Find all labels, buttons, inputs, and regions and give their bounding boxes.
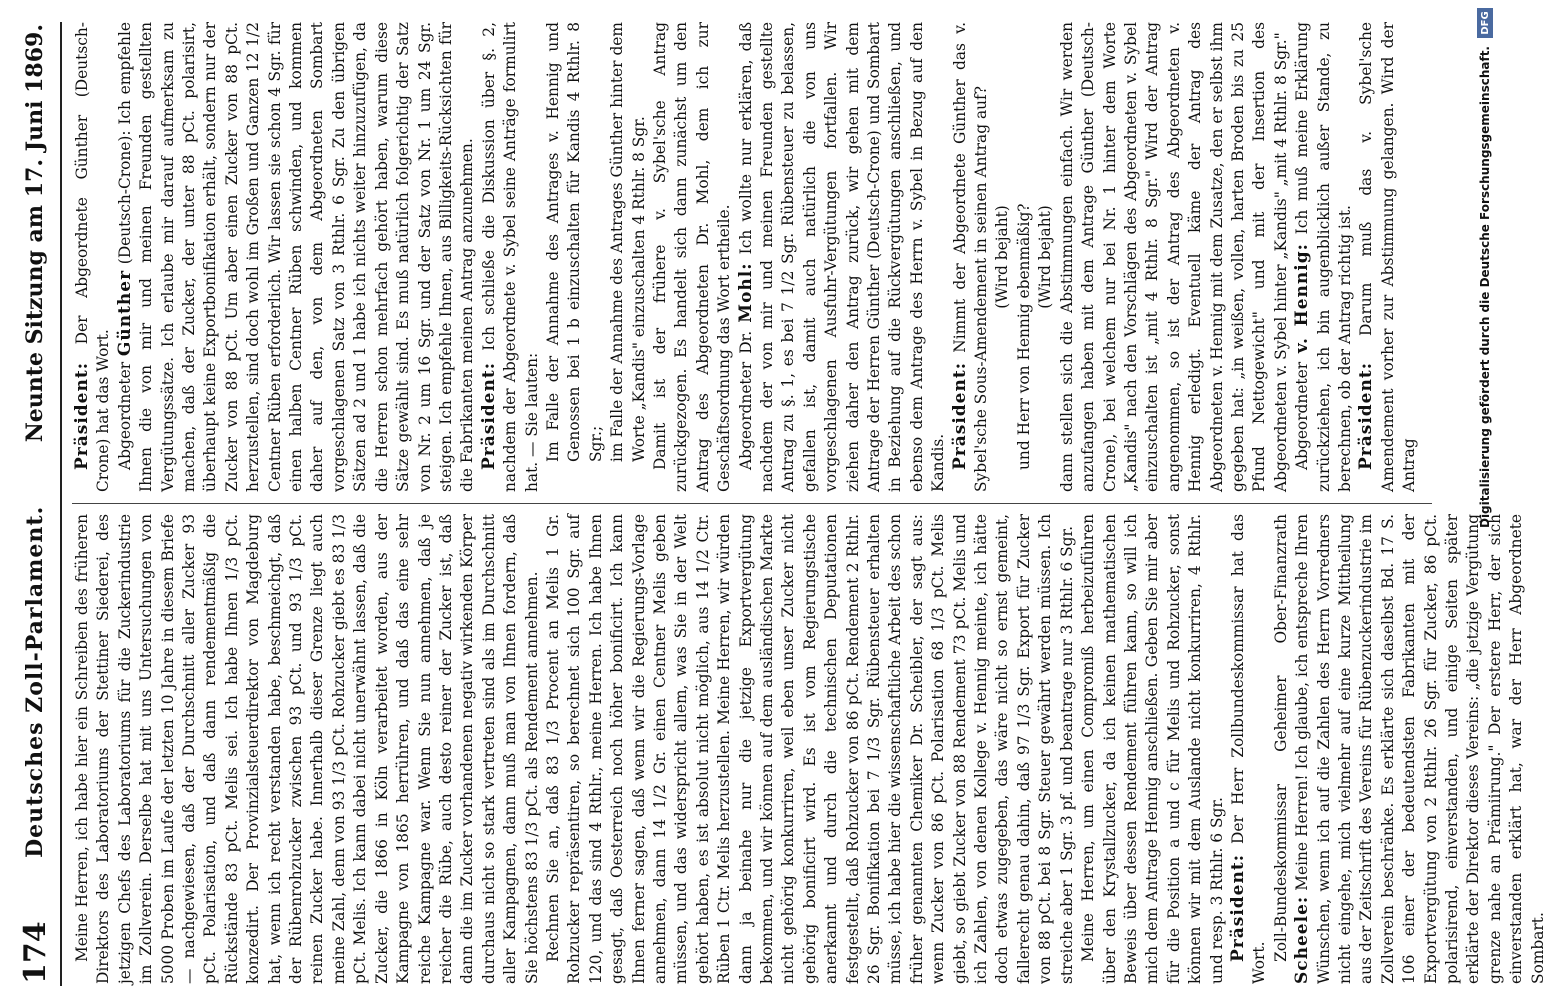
dfg-logo: DFG	[1477, 8, 1493, 38]
paragraph	[736, 22, 950, 492]
paragraph-text: (Deutsch-Crone): Ich empfehle Ihnen die von mir und meinen Freunden gestellten Vergütungssätze. Ich erlaube mir darauf aufmerksam zu machen, daß der Zucker, der unter 88 pCt. polarisirt, überhaupt keine Exportbonifikation erhält, sondern nur der Zucker von 88 pCt. Um aber einen Zucker von 88 pCt. herzustellen, sind doch wohl im Großen und Ganzen 12 1/2 Centner Rüben erforderlich. Wir lassen sie schon 4 Sgr. für einen halben Centner Rüben schwinden, und kommen daher auf den, von dem Abgeordneten Sombart vorgeschlagenen Satz von 3 Rthlr. 6 Sgr. Zu den übrigen Sätzen ad 2 und 1 habe ich nichts weiter hinzuzufügen, da die Herren schon mehrfach gehört haben, warum diese Sätze gewählt sind. Es muß natürlich folgerichtig der Satz von Nr. 2 um 16 Sgr. und der Satz von Nr. 1 um 24 Sgr. steigen. Ich empfehle Ihnen, aus Billigkeits-Rücksichten für die Fabrikanten meinen Antrag anzunehmen.	[115, 22, 477, 492]
speaker-hennig: v. Hennig:	[1292, 243, 1313, 354]
paragraph	[1271, 514, 1549, 984]
speaker-president: Präsident:	[949, 362, 970, 470]
session-date: Neunte Sitzung am 17. Juni 1869.	[22, 24, 48, 443]
paragraph	[1356, 22, 1420, 492]
paragraph-text: Nimmt der Abgeordnete Günther das v. Sybel'sche Sous-Amendement in seinen Antrag auf?	[950, 22, 991, 492]
paragraph	[72, 22, 115, 492]
speaker-mohl: Mohl:	[735, 262, 756, 323]
speaker-president: Präsident:	[1227, 854, 1248, 962]
paragraph	[1228, 514, 1271, 984]
paragraph-text: Ich schließe die Diskussion über §. 2, nachdem der Abgeordnete v. Sybel seine Anträge formulirt hat. — Sie lauten:	[479, 22, 541, 492]
paragraph: Meine Herren, um einen Compromiß herbeizuführen über den Krystallzucker, da ich keinen mathematischen Beweis über dessen Rendement führen kann, so will ich mich dem Antrage Hennig anschließen. Geben Sie mir aber für die Position a und c für Melis und Rohzucker, sonst können wir mit dem Auslande nicht konkurriren, 4 Rthlr. und resp. 3 Rthlr. 6 Sgr.	[1079, 514, 1226, 984]
page-number: 174	[17, 921, 53, 984]
left-column	[72, 514, 1547, 984]
paragraph-text: Abgeordneter	[115, 361, 134, 470]
paragraph-text: Ich wollte nur erklären, daß nachdem der von mir und meinen Freunden gestellte Antrag zu §. 1, es bei 7 1/2 Sgr. Rübensteuer zu belassen, gefallen ist, damit auch natürlich die von uns vorgeschlagenen Ausfuhr-Vergütungen fortfallen. Wir ziehen daher den Antrag zurück, wir gehen mit dem Antrage der Herren Günther (Deutsch-Crone) und Sombart in Beziehung auf die Rückvergütungen anschließen, und ebenso dem Antrage des Herrn v. Sybel in Bezug auf den Kandis.	[736, 22, 948, 492]
paragraph	[115, 22, 479, 492]
paragraph-text: Der Abgeordnete Günther (Deutsch-Crone) hat das Wort.	[73, 22, 113, 492]
header-rule	[60, 22, 62, 986]
digitization-note: Digitalisierung gefördert durch die Deutsche Forschungsgemeinschaft.	[1478, 46, 1492, 529]
paragraph-text: Abgeordneter	[1293, 361, 1312, 470]
motion-text: Im Falle der Annahme des Antrages v. Hennig und Genossen bei 1 b einzuschalten für Kandis 4 Rthlr. 8 Sgr.;	[543, 22, 605, 462]
paragraph	[1292, 22, 1356, 492]
speaker-scheele: Scheele:	[1292, 895, 1313, 984]
speaker-guenther: Günther	[114, 269, 135, 357]
paragraph-text: Ich muß meine Erklärung zurückziehen, ich bin augenblicklich außer Stande, zu berechnen, ob der Antrag richtig ist.	[1293, 22, 1354, 492]
speaker-president: Präsident:	[1356, 362, 1377, 470]
speaker-president: Präsident:	[72, 362, 92, 470]
paragraph-text: Der Herr Zollbundeskommissar hat das Wort.	[1228, 514, 1269, 984]
stage-direction: (Wird bejaht)	[1036, 205, 1055, 309]
digitization-footer	[1468, 8, 1502, 992]
running-title: Deutsches Zoll-Parlament.	[22, 505, 48, 858]
paragraph	[479, 22, 543, 492]
right-column	[72, 22, 1442, 492]
page-header	[14, 24, 56, 984]
speaker-president: Präsident:	[478, 362, 499, 470]
paragraph-text: Darum muß das v. Sybel'sche Amendement vorher zur Abstimmung gelangen. Wird der Antrag	[1357, 22, 1419, 492]
paragraph: Meine Herren, ich habe hier ein Schreiben des früheren Direktors des Laboratoriums der Stettiner Siederei, des jetzigen Chefs des Laboratoriums für die Zuckerindustrie im Zollverein. Derselbe hat mit uns Untersuchungen von 5000 Proben im Laufe der letzten 10 Jahre in diesem Briefe — nachgewiesen, daß der Durchschnitt aller Zucker 93 pCt. Polarisation, und daß dann rendementmäßig die Rückstände 83 pCt. Melis sei. Ich habe Ihnen 1/3 pCt. konzedirt. Der Provinzialsteuerdirektor von Magdeburg hat, wenn ich recht verstanden habe, beschmeichgt, daß der Rübenrohzucker zwischen 93 pCt. und 93 1/3 pCt. reinen Zucker habe. Innerhalb dieser Grenze liegt auch meine Zahl, denn von 93 1/3 pCt. Rohzucker giebt es 83 1/3 pCt. Melis. Ich kann dabei nicht unerwähnt lassen, daß die Zucker, die 1866 in Köln verarbeitet worden, aus der Kampagne von 1865 herrühren, und daß das eine sehr reiche Kampagne war. Wenn Sie nun annehmen, daß je reicher die Rübe, auch desto reiner der Zucker ist, daß dann die im Zucker vorhandenen negativ wirkenden Körper durchaus nicht so stark vertreten sind als im Durchschnitt aller Kampagnen, dann muß man von Ihnen fordern, daß Sie höchstens 83 1/3 pCt. als Rendement annehmen.	[73, 514, 541, 984]
paragraph	[950, 22, 993, 492]
column-divider	[72, 503, 1432, 504]
paragraph-text: Zoll-Bundeskommissar Geheimer Ober-Finanzrath	[1271, 514, 1290, 962]
stage-direction: (Wird bejaht)	[993, 205, 1012, 309]
paragraph: und Herr von Hennig ebenmäßig?	[1014, 203, 1033, 470]
motion-text: im Falle der Annahme des Antrages Günther hinter dem Worte „Kandis" einzuschalten 4 Rthlr. 8 Sgr.	[608, 22, 648, 462]
paragraph-text: Meine Herren! Ich glaube, ich entspreche Ihren Wünschen, wenn ich auf die Zahlen des Herrn Vorredners nicht eingehe, mich vielmehr auf eine kurze Mittheilung aus der Zeitschrift des Vereins für Rübenzuckerindustrie im Zollverein beschränke. Es erklärte sich daselbst Bd. 17 S. 106 einer der bedeutendsten Fabrikanten mit der Exportvergütung von 2 Rthlr. 26 Sgr. für Zucker, 86 pCt. polarisirend, einverstanden, und einige Seiten später erklärte der Direktor dieses Vereins: „die jetzige Vergütung grenze nahe an Prämiirung." Der erstere Herr, der sich einverstanden erklärt hat, war der Herr Abgeordnete Sombart.	[1293, 514, 1547, 984]
paragraph: Rechnen Sie an, daß 83 1/3 Procent an Melis 1 Gr. Rohzucker repräsentiren, so berechnet sich 100 Sgr. auf 120, und das sind 4 Rthlr., meine Herren. Ich habe Ihnen gesagt, daß Oesterreich noch höher bonificirt. Ich kann Ihnen ferner sagen, daß wenn wir die Regierungs-Vorlage annehmen, dann 14 1/2 Gr. einen Centner Melis geben müssen, und das widerspricht allem, was Sie in der Welt gehört haben, es ist absolut nicht möglich, aus 14 1/2 Ctr. Rüben 1 Ctr. Melis herzustellen. Meine Herren, wir würden dann ja beinahe nur die jetzige Exportvergütung bekommen, und wir können auf dem ausländischen Markte nicht gehörig konkurriren, weil eben unser Zucker nicht gehörig bonificirt wird. Es ist vom Regierungstische anerkannt und durch die technischen Deputationen festgestellt, daß Rohzucker von 86 pCt. Rendement 2 Rthlr. 26 Sgr. Bonifikation bei 7 1/3 Sgr. Rübensteuer erhalten müsse, ich habe hier die wissenschaftliche Arbeit des schon früher genannten Chemiker Dr. Scheibler, der sagt aus: wenn Zucker von 86 pCt. Polarisation 68 1/3 pCt. Melis giebt, so giebt Zucker von 88 Rendement 73 pCt. Melis und ich Zahlen, von denen Kollege v. Hennig meinte, ich hätte doch etwas zugegeben, das wäre nicht so ernst gemeint, fallerecht genau dahin, daß 97 1/3 Sgr. Export für Zucker von 88 pCt. bei 8 Sgr. Steuer gewährt werden müssen. Ich streiche aber 1 Sgr. 3 pf. und beantrage nur 3 Rthlr. 6 Sgr.	[543, 514, 1076, 984]
paragraph: Damit ist der frühere v. Sybel'sche Antrag zurückgezogen. Es handelt sich dann zunächst um den Antrag des Abgeordneten Dr. Mohl, dem ich zur Geschäftsordnung das Wort ertheile.	[650, 22, 734, 492]
paragraph: dann stellen sich die Abstimmungen einfach. Wir werden anzufangen haben mit dem Antrage Günther (Deutsch-Crone), bei welchem nur bei Nr. 1 hinter dem Worte „Kandis" nach den Vorschlägen des Abgeordneten v. Sybel einzuschalten ist „mit 4 Rthlr. 8 Sgr." Wird der Antrag angenommen, so ist der Antrag des Abgeordneten v. Hennig erledigt. Eventuell käme der Antrag des Abgeordneten v. Hennig mit dem Zusatze, den er selbst ihm gegeben hat: „in weißen, vollen, harten Broden bis zu 25 Pfund Nettogewicht" und mit der Insertion des Abgeordneten v. Sybel hinter „Kandis" „mit 4 Rthlr. 8 Sgr."	[1057, 22, 1290, 492]
paragraph-text: Abgeordneter Dr.	[736, 330, 755, 470]
